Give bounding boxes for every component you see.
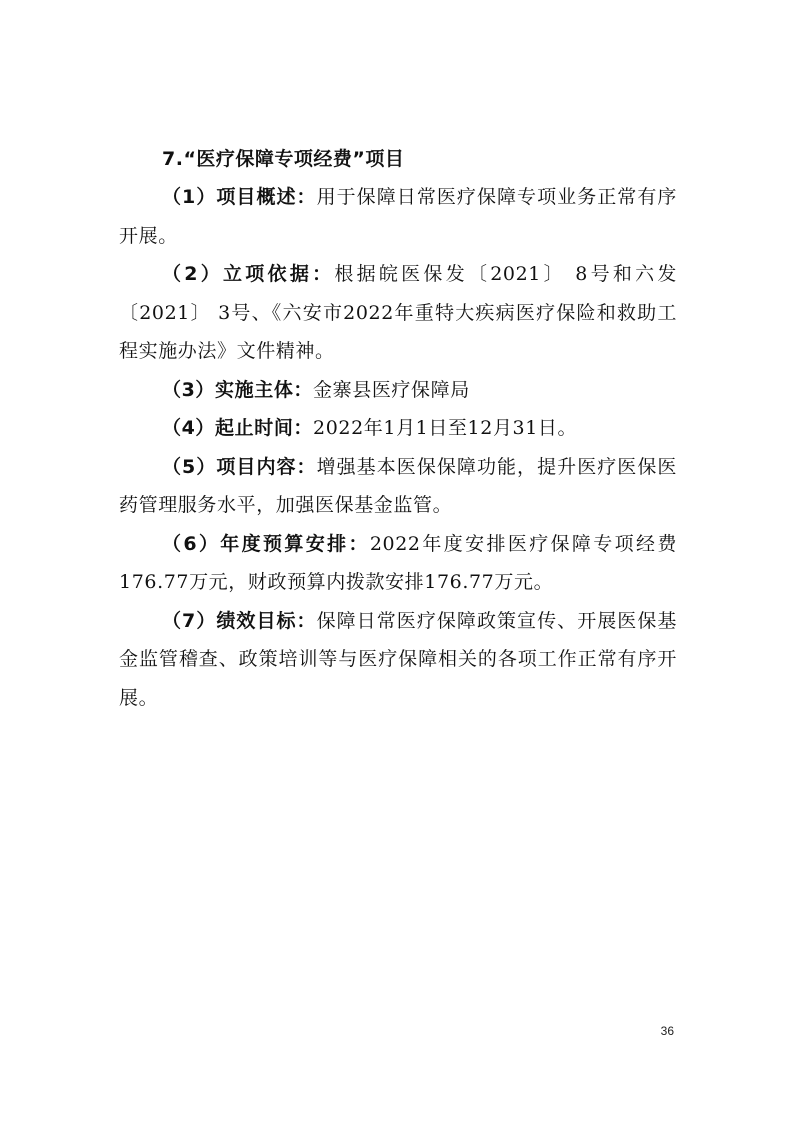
paragraph-text: 2022年度安排医疗保障专项经费176.77万元，财政预算内拨款安排176.77万元。 [119, 532, 677, 593]
paragraph-period [119, 409, 677, 448]
paragraph-label: （1）项目概述： [162, 186, 317, 208]
paragraph-text: 金寨县医疗保障局 [313, 378, 470, 401]
paragraph-content [119, 448, 677, 525]
section-body [119, 178, 677, 717]
paragraph-text: 用于保障日常医疗保障专项业务正常有序开展。 [119, 186, 677, 247]
paragraph-implementer [119, 371, 677, 410]
paragraph-basis [119, 255, 677, 371]
page-number: 36 [660, 1024, 674, 1038]
paragraph-overview [119, 178, 677, 255]
paragraph-text: 2022年1月1日至12月31日。 [313, 417, 578, 439]
paragraph-label: （4）起止时间： [162, 417, 314, 439]
paragraph-label: （2）立项依据： [162, 263, 335, 285]
paragraph-text: 保障日常医疗保障政策宣传、开展医保基金监管稽查、政策培训等与医疗保障相关的各项工作正常有序开展。 [119, 609, 677, 709]
paragraph-budget [119, 525, 677, 602]
paragraph-text: 根据皖医保发〔2021〕 8号和六发〔2021〕 3号、《六安市2022年重特大疾病医疗保险和救助工程实施办法》文件精神。 [119, 263, 677, 362]
section-heading: 7.“医疗保障专项经费”项目 [162, 148, 405, 170]
paragraph-label: （3）实施主体： [162, 378, 314, 401]
paragraph-label: （6）年度预算安排： [162, 532, 370, 555]
paragraph-label: （5）项目内容： [162, 455, 317, 478]
paragraph-label: （7）绩效目标： [162, 609, 317, 632]
paragraph-text: 增强基本医保保障功能，提升医疗医保医药管理服务水平，加强医保基金监管。 [119, 455, 677, 516]
paragraph-goals [119, 602, 677, 718]
